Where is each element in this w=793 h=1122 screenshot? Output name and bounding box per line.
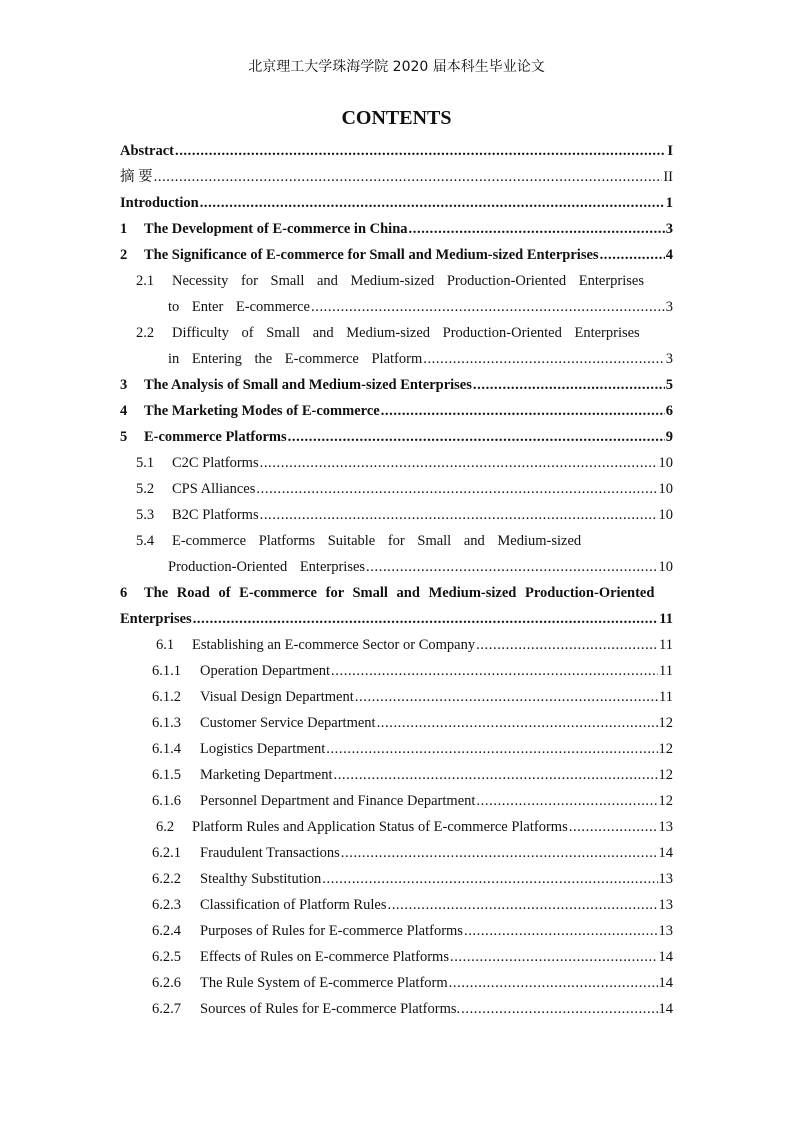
toc-entry[interactable] [120,866,673,892]
dot-leader [331,658,658,684]
toc-entry-label: Production-Oriented Enterprises [168,559,366,575]
dot-leader [449,970,658,996]
toc-entry-page-number: 3 [665,299,673,315]
toc-entry-label: The Significance of E-commerce for Small and Medium-sized Enterprises [144,247,599,263]
toc-entry-page-number: 12 [658,793,673,809]
toc-entry[interactable] [120,632,673,658]
toc-entry-label: Establishing an E-commerce Sector or Company [192,637,476,653]
toc-entry[interactable] [120,580,673,606]
toc-entry-page-number: 3 [665,221,673,237]
toc-entry-page-number: 10 [658,559,673,575]
toc-entry[interactable] [120,762,673,788]
toc-entry[interactable] [120,268,673,294]
dot-leader [476,632,658,658]
toc-entry[interactable] [120,606,673,632]
toc-entry-page-number: 13 [658,923,673,939]
toc-entry[interactable] [120,684,673,710]
toc-entry[interactable] [120,294,673,320]
toc-entry-page-number: II [663,169,673,185]
toc-entry-label: CPS Alliances [172,481,256,497]
dot-leader [476,788,657,814]
toc-entry[interactable] [120,788,673,814]
toc-entry-page-number: 9 [665,429,673,445]
toc-entry-number: 2 [120,247,128,263]
toc-entry-label: Necessity for Small and Medium-sized Production-Oriented Enterprises [172,273,644,289]
dot-leader [288,424,665,450]
toc-entry-page-number: 5 [665,377,673,393]
toc-entry-page-number: 1 [665,195,673,211]
toc-entry-page-number: 14 [658,1001,673,1017]
toc-entry-label: in Entering the E-commerce Platform [168,351,423,367]
dot-leader [409,216,665,242]
toc-entry-label: C2C Platforms [172,455,259,471]
toc-entry-page-number: 11 [659,689,673,705]
dot-leader [600,242,665,268]
toc-entry-number: 1 [120,221,128,237]
dot-leader [569,814,658,840]
toc-entry-number: 6.1.1 [152,663,181,679]
toc-entry[interactable] [120,658,673,684]
dot-leader [387,892,657,918]
toc-entry-page-number: I [667,143,673,159]
table-of-contents [120,138,673,1022]
dot-leader [256,476,657,502]
toc-entry-number: 6.2.7 [152,1001,181,1017]
dot-leader [355,684,658,710]
toc-entry-number: 5.2 [136,481,155,497]
toc-entry-label: Logistics Department [200,741,326,757]
toc-entry[interactable] [120,138,673,164]
toc-entry-number: 6.1.2 [152,689,181,705]
toc-entry-page-number: 10 [658,507,673,523]
page-title: CONTENTS [341,107,452,129]
toc-entry-page-number: 6 [665,403,673,419]
toc-entry-label: Fraudulent Transactions [200,845,340,861]
toc-entry-label: The Rule System of E-commerce Platform [200,975,448,991]
toc-entry-number: 6 [120,585,128,601]
toc-entry-label: The Marketing Modes of E-commerce [144,403,380,419]
toc-entry-label: The Road of E-commerce for Small and Medium-sized Production-Oriented [144,585,655,601]
toc-entry-number: 6.1.4 [152,741,181,757]
toc-entry-label: Introduction [120,195,199,211]
toc-entry-label: The Development of E-commerce in China [144,221,408,237]
toc-entry-label: 摘 要 [120,169,153,185]
toc-entry-number: 6.2.2 [152,871,181,887]
toc-entry-label: Platform Rules and Application Status of E-commerce Platforms [192,819,568,835]
toc-entry-number: 6.1.3 [152,715,181,731]
toc-entry[interactable] [120,944,673,970]
toc-entry-page-number: 10 [658,455,673,471]
dot-leader [154,164,663,190]
toc-entry-label: Stealthy Substitution [200,871,322,887]
toc-entry-label: Customer Service Department [200,715,376,731]
toc-entry-page-number: 13 [658,819,673,835]
toc-entry-label: E-commerce Platforms [144,429,287,445]
toc-entry-number: 5.3 [136,507,155,523]
toc-entry[interactable] [120,190,673,216]
toc-entry-label: The Analysis of Small and Medium-sized Enterprises [144,377,472,393]
toc-entry-label: Purposes of Rules for E-commerce Platforms [200,923,463,939]
dot-leader [322,866,657,892]
toc-entry-number: 5 [120,429,128,445]
toc-entry-label: Personnel Department and Finance Department [200,793,476,809]
toc-entry-page-number: 11 [659,663,673,679]
dot-leader [175,138,666,164]
toc-entry-label: Marketing Department [200,767,333,783]
toc-entry[interactable] [120,242,673,268]
toc-entry-label: E-commerce Platforms Suitable for Small and Medium-sized [172,533,582,549]
toc-entry-page-number: 11 [659,611,673,627]
toc-entry-page-number: 3 [665,351,673,367]
dot-leader [366,554,657,580]
toc-entry-number: 6.2.5 [152,949,181,965]
dot-leader [381,398,665,424]
dot-leader [193,606,659,632]
toc-entry[interactable] [120,814,673,840]
toc-entry-page-number: 4 [665,247,673,263]
toc-entry-page-number: 13 [658,897,673,913]
toc-entry-label: Operation Department [200,663,331,679]
toc-entry-label: Enterprises [120,611,192,627]
toc-entry-number: 6.2.6 [152,975,181,991]
toc-entry-label: Difficulty of Small and Medium-sized Production-Oriented Enterprises [172,325,640,341]
dot-leader [341,840,658,866]
toc-entry[interactable] [120,320,673,346]
toc-entry-number: 2.2 [136,325,155,341]
toc-entry-label: Visual Design Department [200,689,354,705]
toc-entry-label: B2C Platforms [172,507,259,523]
toc-entry-label: to Enter E-commerce [168,299,310,315]
toc-entry[interactable] [120,164,673,190]
toc-entry[interactable] [120,424,673,450]
toc-entry[interactable] [120,918,673,944]
toc-entry[interactable] [120,476,673,502]
toc-entry[interactable] [120,372,673,398]
toc-entry[interactable] [120,892,673,918]
dot-leader [450,944,658,970]
dot-leader [464,918,658,944]
toc-entry-label: Effects of Rules on E-commerce Platforms [200,949,449,965]
toc-entry[interactable] [120,840,673,866]
toc-entry-number: 3 [120,377,128,393]
toc-entry[interactable] [120,554,673,580]
toc-entry-page-number: 12 [658,767,673,783]
toc-entry-page-number: 14 [658,845,673,861]
toc-entry-number: 6.1.6 [152,793,181,809]
toc-entry-number: 6.2.4 [152,923,181,939]
toc-entry-label: Sources of Rules for E-commerce Platforms. [200,1001,461,1017]
toc-entry-number: 6.1.5 [152,767,181,783]
toc-entry-number: 6.2 [156,819,175,835]
dot-leader [461,996,657,1022]
toc-entry-label: Abstract [120,143,174,159]
toc-entry[interactable] [120,710,673,736]
dot-leader [311,294,665,320]
toc-entry-page-number: 12 [658,715,673,731]
toc-entry-page-number: 12 [658,741,673,757]
dot-leader [326,736,657,762]
toc-entry-page-number: 10 [658,481,673,497]
dot-leader [333,762,657,788]
toc-entry-page-number: 11 [659,637,673,653]
dot-leader [377,710,658,736]
toc-entry-number: 6.2.1 [152,845,181,861]
toc-entry[interactable] [120,450,673,476]
toc-entry-number: 4 [120,403,128,419]
running-header: 北京理工大学珠海学院 2020 届本科生毕业论文 [248,59,545,75]
dot-leader [200,190,665,216]
toc-entry-label: Classification of Platform Rules [200,897,387,913]
toc-entry[interactable] [120,216,673,242]
dot-leader [473,372,665,398]
toc-entry-page-number: 13 [658,871,673,887]
toc-entry-number: 5.4 [136,533,155,549]
toc-entry-number: 2.1 [136,273,155,289]
toc-entry-number: 6.2.3 [152,897,181,913]
toc-entry[interactable] [120,970,673,996]
toc-entry[interactable] [120,346,673,372]
dot-leader [260,502,658,528]
toc-entry-number: 5.1 [136,455,155,471]
dot-leader [260,450,658,476]
toc-entry[interactable] [120,398,673,424]
toc-entry-page-number: 14 [658,949,673,965]
toc-entry[interactable] [120,736,673,762]
toc-entry-page-number: 14 [658,975,673,991]
toc-entry[interactable] [120,502,673,528]
toc-entry-number: 6.1 [156,637,175,653]
dot-leader [423,346,665,372]
toc-entry[interactable] [120,528,673,554]
toc-entry[interactable] [120,996,673,1022]
